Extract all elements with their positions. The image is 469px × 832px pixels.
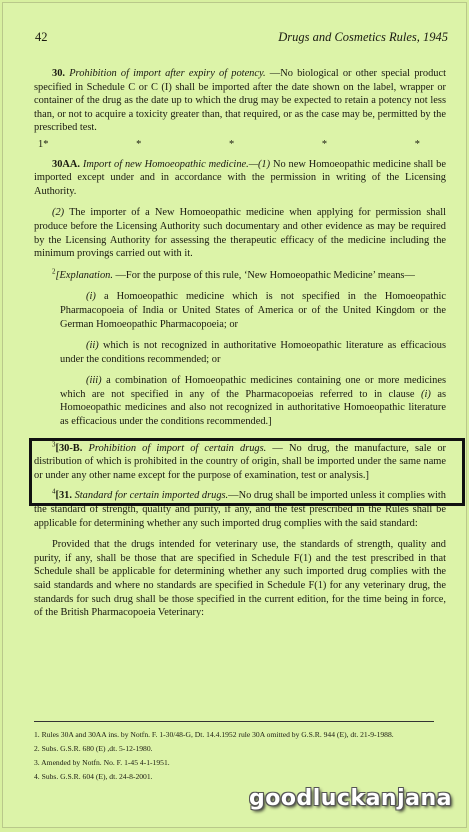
rule-31-proviso: Provided that the drugs intended for veterinary use, the standards of strength, quality and purity, if any, shall be those that are specified in Schedule F(1) and the test prescribed in that Schedule shall be applicable for determining whether any such imported drug complies with the said standards and where no standards are specified in Schedule F(1) for any veterinary drug, the standards for such drug shall be those specified in the current edition, for the time being in force, of the British Pharmacopoeia Veterinary: bbox=[34, 539, 446, 619]
explanation-item-ii: (ii) which is not recognized in authoritative Homoeopathic literature as efficacious under the conditions recommended; or bbox=[60, 340, 446, 365]
footnotes bbox=[34, 721, 434, 786]
explanation-item-i: (i) a Homoeopathic medicine which is not specified in the Homoeopathic Pharmacopoeia of India or United States of America or of the United Kingdom or the German Homoeopathic Pharmacopoeia; or bbox=[60, 291, 446, 330]
watermark: goodluckanjana bbox=[248, 786, 452, 811]
running-title: Drugs and Cosmetics Rules, 1945 bbox=[278, 30, 448, 44]
footnote-4: 4. Subs. G.S.R. 604 (E), dt. 24-8-2001. bbox=[34, 772, 153, 781]
highlight-box bbox=[29, 438, 465, 506]
footnote-3: 3. Amended by Notfn. No. F. 1-45 4-1-1951. bbox=[34, 758, 170, 767]
rule-30aa: 30AA. Import of new Homoeopathic medicine.—(1) No new Homoeopathic medicine shall be imported except under and in accordance with the permission in writing of the Licensing Authority. bbox=[34, 158, 446, 197]
document-page bbox=[2, 2, 467, 828]
document-body bbox=[34, 67, 446, 620]
rule-30b: $^3$[30-B. Prohibition of import of certain drugs. — No drug, the manufacture, sale or distribution of which is prohibited in the country of origin, shall be imported under the same name or under any other name except for the purpose of examination, test or analysis.] bbox=[34, 440, 446, 481]
explanation: $^2$[Explanation. —For the purpose of this rule, ‘New Homoeopathic Medicine’ means— bbox=[52, 267, 415, 281]
footnote-1: 1. Rules 30A and 30AA ins. by Notfn. F. 1-30/48-G, Dt. 14.4.1952 rule 30A omitted by G.S.R. 944 (E), dt. 21-9-1988. bbox=[34, 730, 394, 739]
rule-30aa-sub2: (2) The importer of a New Homoeopathic medicine when applying for permission shall produce before the Licensing Authority such documentary and other evidence as may be required by the Licensing Authority for assessing the therapeutic efficacy of the medicine including the minimum provings carried out with it. bbox=[34, 207, 446, 260]
footnote-2: 2. Subs. G.S.R. 680 (E) ,dt. 5-12-1980. bbox=[34, 744, 153, 753]
page-number: 42 bbox=[35, 30, 48, 44]
explanation-item-iii: (iii) a combination of Homoeopathic medicines containing one or more medicines which are not specified in any of the Pharmacopoeias referred to in clause (i) as Homoeopathic medicines and also not recognized in authoritative Homoeopathic literature as efficacious under the conditions recommended.] bbox=[60, 375, 446, 428]
rule-31: $^4$[31. Standard for certain imported drugs.—No drug shall be imported unless it complies with the standard of strength, quality and purity, if any, and the test prescribed in the Rules shall be applicable for determining whether any such imported drug complies with the said standard: bbox=[34, 487, 446, 529]
omission-stars: 1* * * * * bbox=[38, 138, 420, 150]
rule-30: 30. Prohibition of import after expiry of potency. —No biological or other special product specified in Schedule C or C (I) shall be imported after the date shown on the label, wrapper or container of the drug as the date up to which the drug may be expected to retain a potency not less than, or not to acquire a toxicity greater than, that required, or as the case may be, permitted by the prescribed test. bbox=[34, 68, 446, 134]
